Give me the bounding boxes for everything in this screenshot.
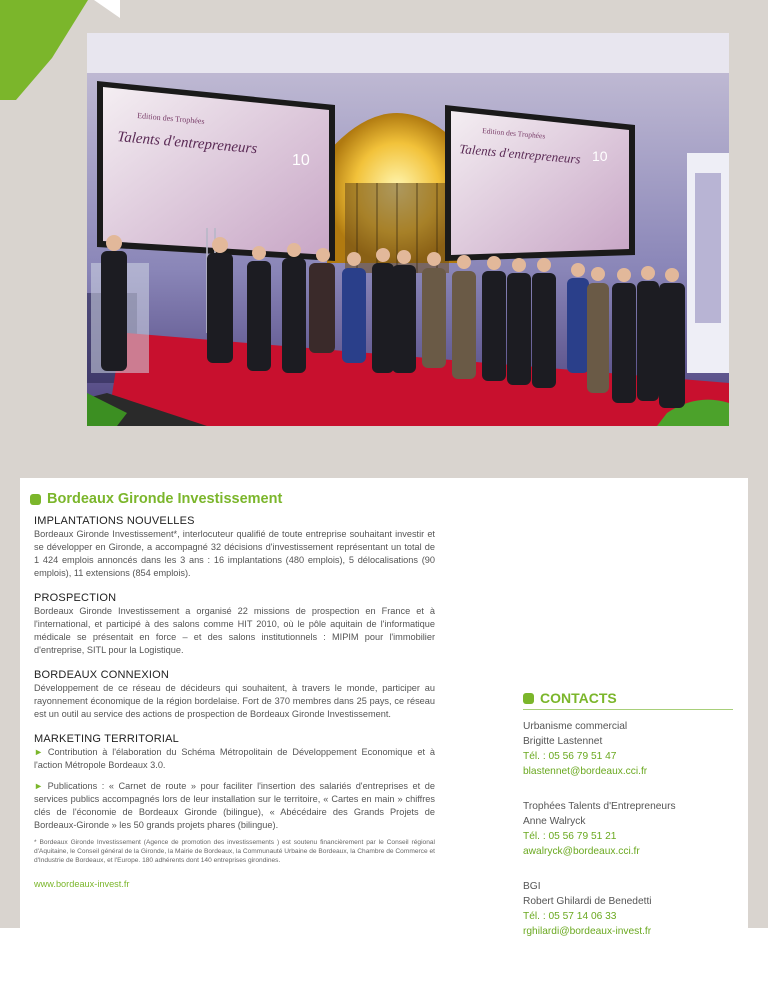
marketing-bullet-2-text: Publications : « Carnet de route » pour faciliter l'insertion des salariés d'entreprises et de services publics accompagnés lors de leur installation sur le territoire, « Cartes en main » chiffres clés de l'économie de Bordeaux Gironde (bilingue), « Abécédaire des Grands Projets de Bordeaux-Gironde » les 50 grands projets phares (bilingue).	[34, 781, 435, 830]
contact-email-link[interactable]: awalryck@bordeaux.cci.fr	[523, 846, 640, 857]
triangle-bullet-icon: ►	[34, 781, 48, 791]
section-title-text: Bordeaux Gironde Investissement	[47, 491, 283, 507]
right-projection-screen	[445, 105, 635, 261]
contacts-divider	[523, 709, 733, 710]
contact-phone: Tél. : 05 57 14 06 33	[523, 911, 617, 922]
left-screen-line2: Talents d'entrepreneurs	[116, 129, 258, 158]
contact-group-urbanisme	[523, 719, 733, 779]
left-screen-number: 10	[292, 152, 310, 169]
contact-phone: Tél. : 05 56 79 51 21	[523, 831, 617, 842]
marketing-bullet-2	[34, 780, 435, 832]
contact-phone: Tél. : 05 56 79 51 47	[523, 751, 617, 762]
contact-name: Anne Walryck	[523, 816, 586, 827]
contact-role: Trophées Talents d'Entrepreneurs	[523, 801, 676, 812]
marketing-bullet-1	[34, 746, 435, 772]
website-link[interactable]: www.bordeaux-invest.fr	[34, 879, 130, 889]
heading-prospection: PROSPECTION	[34, 592, 117, 604]
text-bordeaux-connexion: Développement de ce réseau de décideurs qui souhaitent, à travers le monde, participer au rayonnement économique de la région bordelaise. Fort de 370 membres dans 25 pays, ce réseau est un outil au service des actions de prospection de Bordeaux Gironde Investissement.	[34, 683, 435, 719]
right-screen-number: 10	[592, 148, 608, 164]
contact-group-bgi	[523, 879, 733, 939]
contact-name: Robert Ghilardi de Benedetti	[523, 896, 652, 907]
contact-email-link[interactable]: blastennet@bordeaux.cci.fr	[523, 766, 648, 777]
contact-role: BGI	[523, 881, 541, 892]
heading-marketing: MARKETING TERRITORIAL	[34, 733, 179, 745]
contact-name: Brigitte Lastennet	[523, 736, 603, 747]
text-implantations: Bordeaux Gironde Investissement*, interlocuteur qualifié de toute entreprise souhaitant investir et se développer en Gironde, a accompagné 32 décisions d'investissement représentant un total de 1 424 emplois annoncés dans les 3 ans : 16 implantations (480 emplois), 5 délocalisations (90 emplois), 11 extensions (854 emplois).	[34, 529, 435, 578]
awards-ceremony-photo	[87, 33, 729, 426]
footnote: * Bordeaux Gironde Investissement (Agence de promotion des investissements ) est soutenu financièrement par le Conseil régional d'Aquitaine, le Conseil général de la Gironde, la Mairie de Bordeaux, la Communauté Urbaine de Bordeaux, la Chambre de Commerce et d'Industrie de Bordeaux, et l'Europe. 180 adhérents dont 140 entreprises girondines.	[34, 839, 435, 864]
triangle-bullet-icon: ►	[34, 747, 48, 757]
green-square-icon	[523, 693, 534, 704]
section-title	[30, 491, 282, 507]
contact-email-link[interactable]: rghilardi@bordeaux-invest.fr	[523, 926, 652, 937]
contacts-box	[523, 690, 733, 951]
heading-implantations: IMPLANTATIONS NOUVELLES	[34, 515, 195, 527]
green-square-icon	[30, 494, 41, 505]
right-screen-line1: Edition des Trophées	[481, 126, 546, 141]
heading-bordeaux-connexion: BORDEAUX CONNEXION	[34, 669, 170, 681]
left-screen-line1: Edition des Trophées	[136, 111, 205, 126]
contacts-title	[523, 690, 733, 706]
text-prospection: Bordeaux Gironde Investissement a organisé 22 missions de prospection en France et à l'international, et participé à des salons comme HIT 2010, où le pôle aquitain de l'informatique médicale se présentait en force – et des salons institutionnels : MIPIM pour l'immobilier d'entreprise, SITL pour la Logistique.	[34, 606, 435, 655]
main-text-column	[34, 515, 435, 889]
right-screen-line2: Talents d'entrepreneurs	[458, 141, 582, 167]
contact-role: Urbanisme commercial	[523, 721, 628, 732]
marketing-bullet-1-text: Contribution à l'élaboration du Schéma Métropolitain de Développement Economique et à l'action Métropole Bordeaux 3.0.	[34, 747, 435, 770]
contact-group-trophees	[523, 799, 733, 859]
contacts-title-text: CONTACTS	[540, 690, 617, 706]
